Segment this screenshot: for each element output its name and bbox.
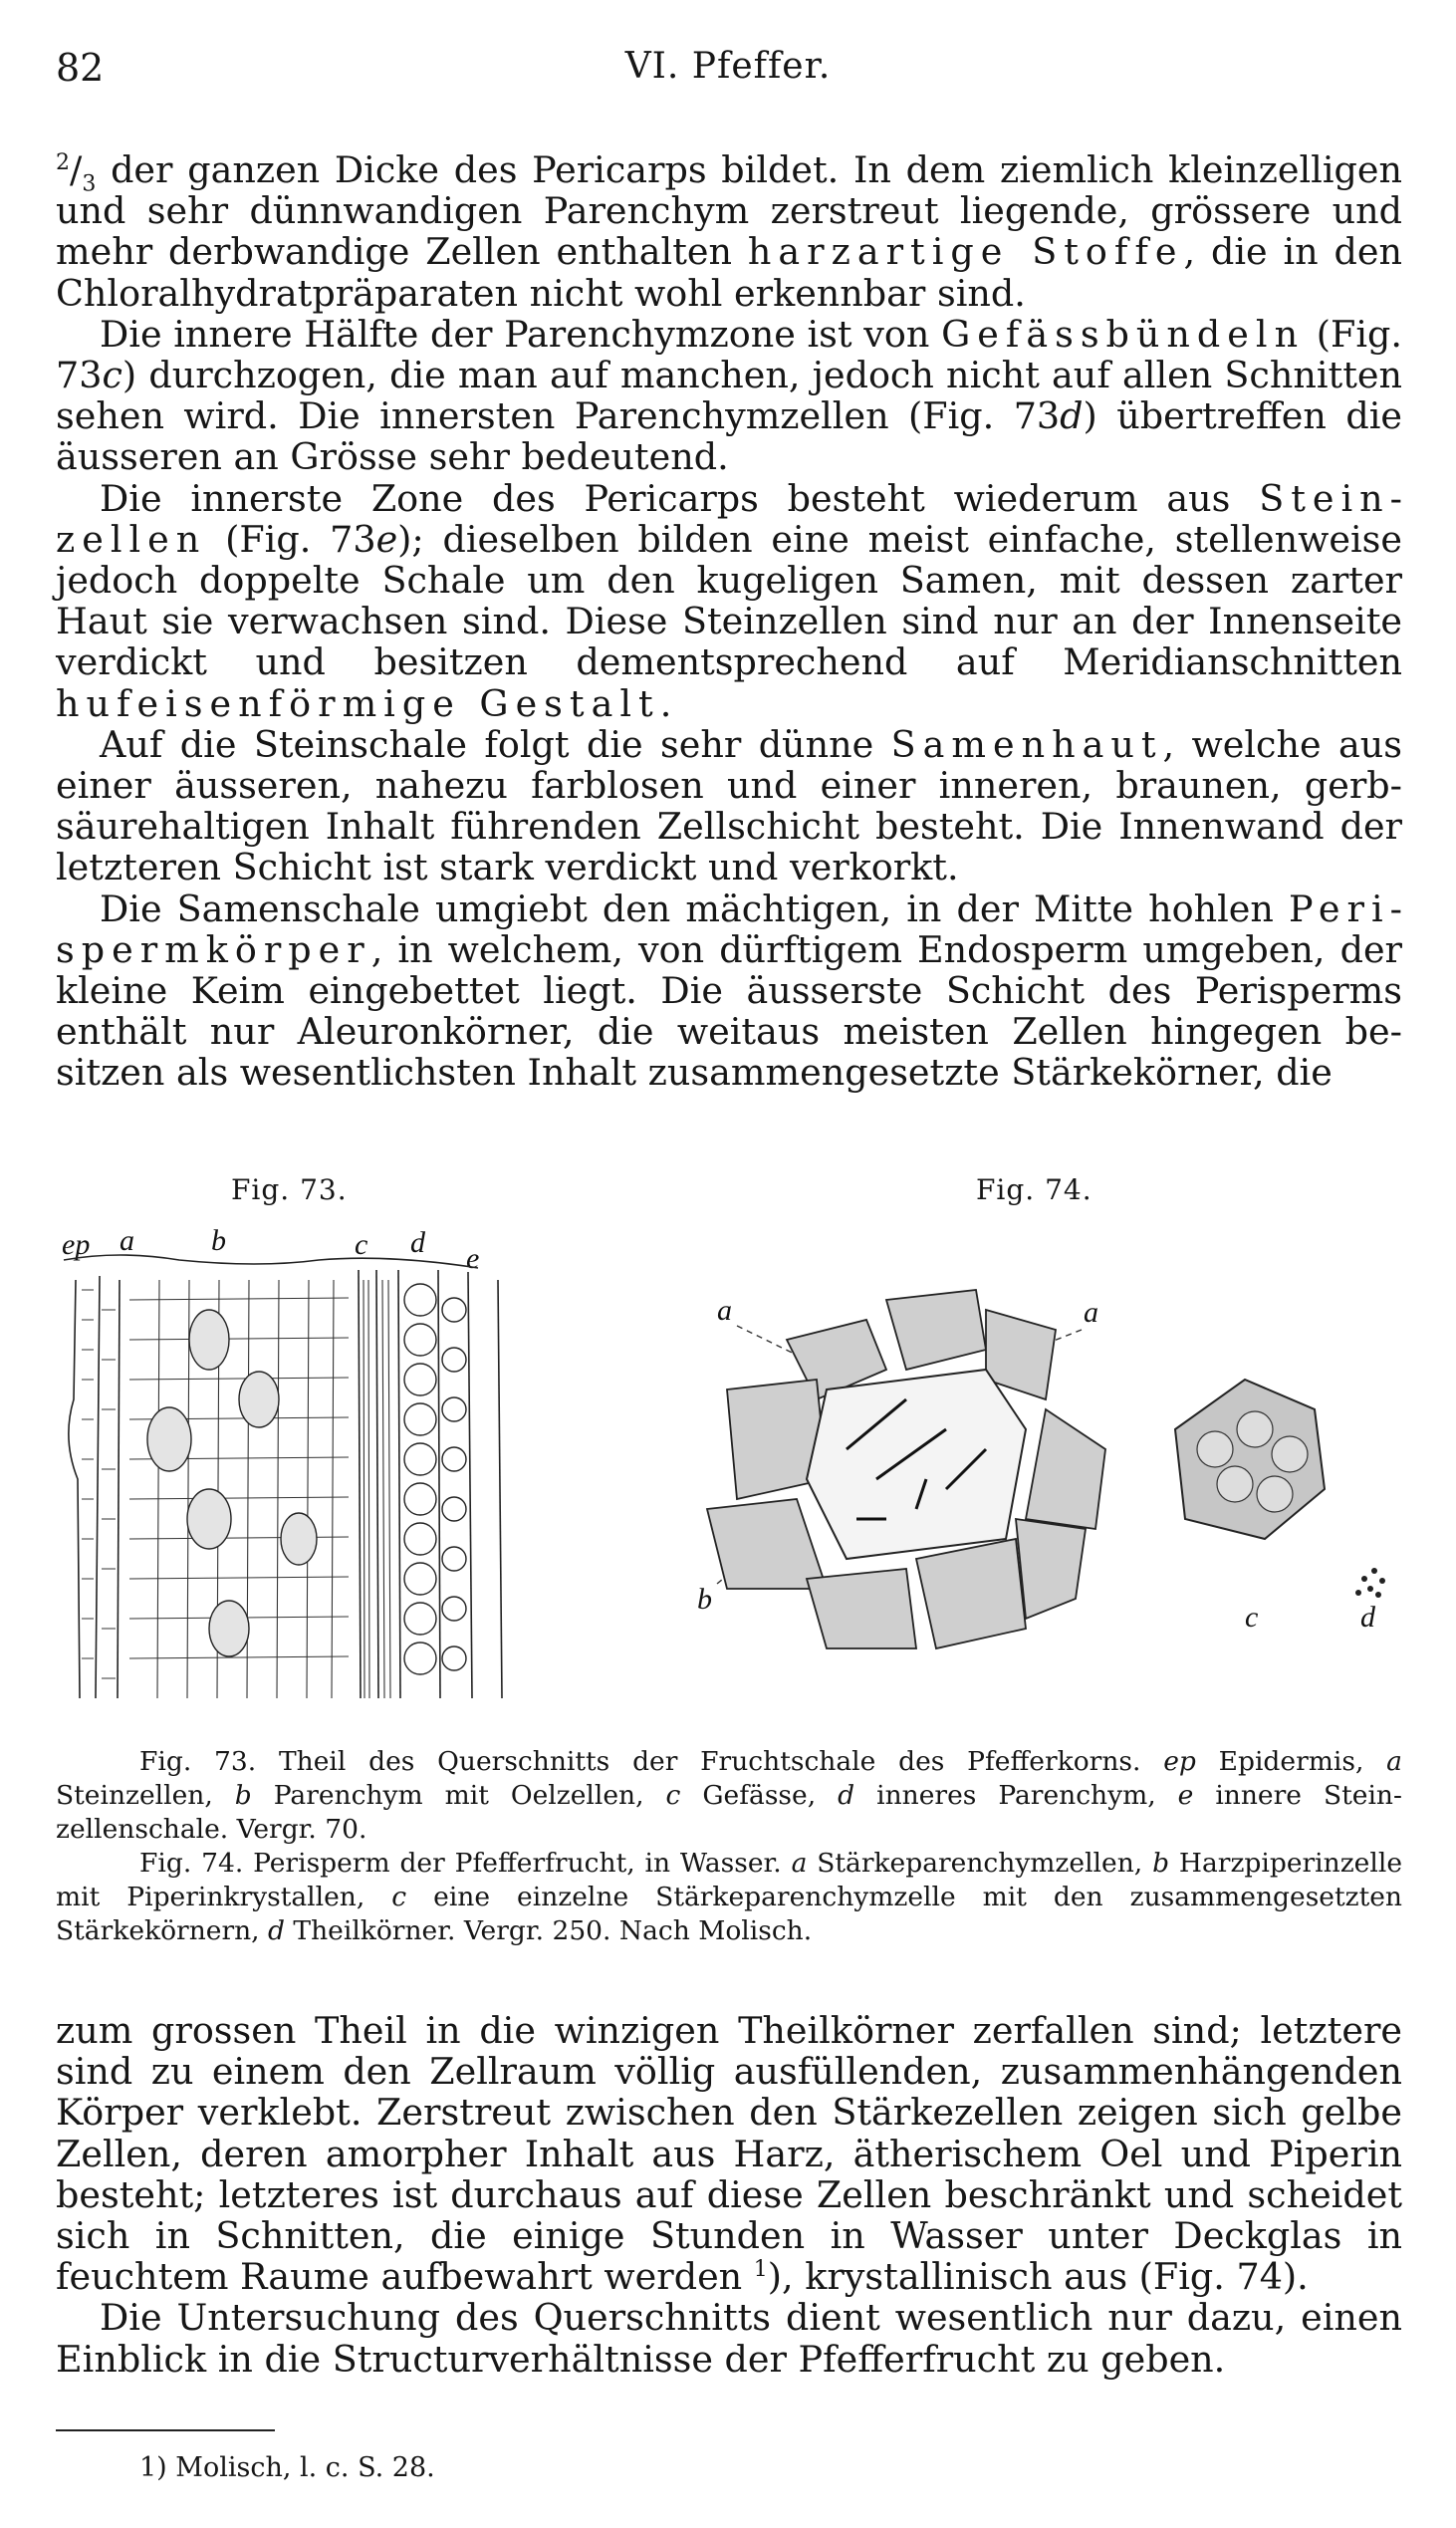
fraction-denominator: 3 (82, 171, 97, 197)
fig73-letter-b: b (211, 1224, 226, 1257)
text-run: , die in den Chloralhydratpräparaten nicht wohl erkennbar sind. (56, 230, 1403, 315)
fig74-letter-c: c (1245, 1601, 1259, 1634)
paragraph-5 (56, 888, 1402, 1094)
text-run: ); dieselben bilden eine meist einfache, stellenweise jedoch doppelte Schale um den kugeligen Samen, mit dessen zarter Haut sie verwachsen sind. Diese Steinzellen sind nur an der Innenseite verdickt und besitzen dementsprechend auf Meridianschnitten (56, 517, 1402, 684)
spaced-term: Perispermkörper (56, 886, 1402, 971)
text-run: Gefässe, (680, 1780, 839, 1811)
italic-letter: e (375, 517, 398, 561)
text-run: Auf die Steinschale folgt die sehr dünne (100, 722, 891, 766)
caption-fig74 (56, 1847, 1402, 1948)
caption-fig73 (56, 1745, 1402, 1847)
fig73-steinzellen (404, 1284, 466, 1674)
paragraph-3 (56, 478, 1402, 724)
fig73-drawing (60, 1220, 508, 1713)
spaced-term: Gefässbündeln (941, 312, 1306, 356)
italic-letter: d (268, 1915, 285, 1946)
body-text-top (56, 149, 1402, 1094)
fig73-letter-c: c (355, 1228, 368, 1261)
italic-letter: e (1177, 1780, 1194, 1811)
fig73-letter-a: a (120, 1224, 134, 1257)
text-run: Steinzellen, (56, 1780, 235, 1811)
italic-letter: c (102, 354, 122, 397)
fig73-letter-ep: ep (62, 1228, 91, 1261)
fraction-numerator: 2 (56, 149, 70, 175)
paragraph-2 (56, 314, 1402, 478)
italic-letter: a (791, 1848, 808, 1879)
text-run: Parenchym mit Oelzellen, (251, 1780, 666, 1811)
italic-letter: c (665, 1780, 681, 1811)
italic-letter: a (1386, 1746, 1402, 1777)
figure-captions (56, 1745, 1402, 1948)
italic-letter: ep (1163, 1746, 1196, 1777)
fig74-letter-d: d (1360, 1601, 1375, 1634)
italic-letter: d (1060, 394, 1084, 438)
text-run: Die innerste Zone des Pericarps besteht wiederum aus (100, 476, 1260, 520)
text-run: Harzpiperinzelle mit Piperinkrystallen, (56, 1848, 1402, 1912)
spaced-term: hufeisenförmige Gestalt (56, 681, 660, 725)
text-run: eine einzelne Stärkeparenchymzelle mit den zusammengesetzten Stärkekörnern, (56, 1882, 1402, 1946)
fig74-letter-a-right: a (1084, 1296, 1098, 1329)
text-run: Die Samenschale umgiebt den mächtigen, in der Mitte hohlen (100, 886, 1289, 930)
fig73-oil-cells (147, 1310, 317, 1656)
footnote-marker: 1 (753, 2257, 768, 2283)
page-number: 82 (56, 46, 105, 90)
fig73-letter-e: e (466, 1242, 480, 1275)
fig74-theilkoerner (1355, 1568, 1385, 1598)
text-run: ) durchzogen, die man auf manchen, jedoch nicht auf allen Schnitten sehen wird. Die innersten Parenchymzellen (Fig. 73 (56, 354, 1402, 438)
paragraph-6 (56, 2010, 1402, 2297)
italic-letter: d (838, 1780, 855, 1811)
text-run: innere Steinzellenschale. Vergr. 70. (56, 1780, 1402, 1845)
paragraph-4 (56, 724, 1402, 888)
text-run: inneres Parenchym, (854, 1780, 1178, 1811)
text-run: zum grossen Theil in die winzigen Theilkörner zerfallen sind; letztere sind zu einem den Zellraum völlig ausfüllenden, zusammenhängenden Körper verklebt. Zerstreut zwischen den Stärkezellen zeigen sich gelbe Zellen, deren amorpher Inhalt aus Harz, ätherischem Oel und Piperin besteht; letzteres ist durchaus auf diese Zellen beschränkt und scheidet sich in Schnitten, die einige Stunden in Wasser unter Deckglas in feuchtem Raume aufbewahrt werden (56, 2009, 1402, 2299)
text-run: Die innere Hälfte der Parenchymzone ist von (100, 312, 942, 356)
fig74-label: Fig. 74. (976, 1173, 1092, 1206)
text-run: (Fig. 73 (56, 312, 1402, 397)
italic-letter: c (391, 1882, 407, 1912)
spaced-term: harzartige Stoffe (747, 230, 1184, 274)
text-run: der ganzen Dicke des Pericarps bildet. In dem ziemlich kleinzelligen und sehr dünnwandigen Parenchym zerstreut liegende, grössere und mehr derbwandige Zellen enthalten (56, 148, 1403, 274)
italic-letter: b (234, 1780, 252, 1811)
spaced-term: Samenhaut (890, 722, 1163, 766)
chapter-title: VI. Pfeffer. (624, 46, 832, 87)
fig74-piperin-cell (807, 1370, 1026, 1559)
footnote: 1) Molisch, l. c. S. 28. (139, 2452, 435, 2483)
text-run: Epidermis, (1195, 1746, 1387, 1777)
footnote-rule (56, 2429, 275, 2431)
paragraph-7: Die Untersuchung des Querschnitts dient wesentlich nur dazu, einen Einblick in die Structurverhältnisse der Pfefferfrucht zu geben. (56, 2296, 1402, 2381)
running-head (56, 46, 1400, 106)
text-run: ), krystallinisch aus (Fig. 74). (767, 2255, 1309, 2299)
text-run: , welche aus einer äusseren, nahezu farblosen und einer inneren, braunen, gerbsäurehaltigen Inhalt führenden Zellschicht besteht. Die Innenwand der letzteren Schicht ist stark verdickt und verkorkt. (56, 722, 1402, 889)
italic-letter: b (1152, 1848, 1170, 1879)
body-text-bottom (56, 2010, 1402, 2380)
text-run: ) übertreffen die äusseren an Grösse sehr bedeutend. (56, 394, 1402, 479)
paragraph-1: $^2/_3$ der ganzen Dicke des Pericarps bildet. In dem ziemlich kleinzelligen und sehr dünnwandigen Parenchym zerstreut liegende, grössere und mehr derbwandige Zellen enthalten harzartige Stoffe, die in den Chloralhydratpräparaten nicht wohl erkennbar sind. (56, 148, 1403, 315)
text-run: , in welchem, von dürftigem Endosperm umgeben, der kleine Keim eingebettet liegt. Die äusserste Schicht des Perisperms enthält nur Aleuronkörner, die weitaus meisten Zellen hingegen besitzen als wesentlichsten Inhalt zusammengesetzte Stärkekörner, die (56, 927, 1402, 1095)
text-run: . (659, 681, 672, 725)
fig73-letter-d: d (410, 1226, 425, 1259)
text-run: Stärkeparenchymzellen, (807, 1848, 1153, 1879)
text-run: Fig. 73. Theil des Querschnitts der Fruchtschale des Pfefferkorns. (139, 1746, 1164, 1777)
fig73-label: Fig. 73. (231, 1173, 348, 1206)
fig74-letter-a-left: a (717, 1294, 732, 1327)
text-run: Theilkörner. Vergr. 250. Nach Molisch. (285, 1915, 813, 1946)
spaced-term: Steinzellen (56, 476, 1402, 561)
fig74-drawing (687, 1280, 1404, 1668)
text-run: Fig. 74. Perisperm der Pfefferfrucht, in Wasser. (139, 1848, 792, 1879)
text-run: (Fig. 73 (206, 517, 376, 561)
fig74-letter-b: b (697, 1583, 712, 1616)
